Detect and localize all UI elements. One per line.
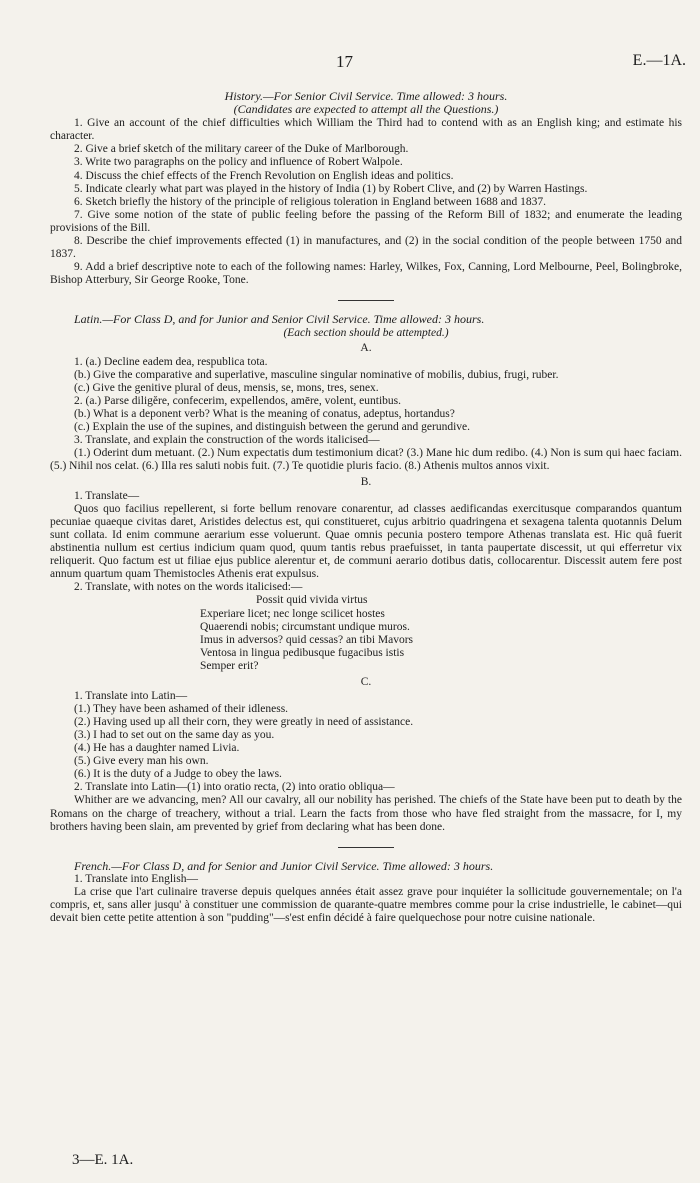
history-question: 8. Describe the chief improvements effected (1) in manufactures, and (2) in the social condition of the people between 1750 and 1837. [50,235,682,261]
latin-c-item: (2.) Having used up all their corn, they were greatly in need of assistance. [74,715,414,728]
section-b-label: B. [360,475,372,488]
latin-a-line: (b.) What is a deponent verb? What is the meaning of conatus, adeptus, hortandus? [74,408,455,421]
latin-c-intro: 1. Translate into Latin— [74,689,188,702]
latin-a-line: (b.) Give the comparative and superlative, masculine singular nominative of mobilis, dubius, frugi, ruber. [74,368,559,381]
section-a-label: A. [360,341,372,354]
latin-a-line: (c.) Give the genitive plural of deus, mensis, se, mons, tres, senex. [74,381,379,394]
page-header [0,52,700,76]
latin-a-line: 3. Translate, and explain the construction of the words italicised— [74,434,380,447]
section-divider [338,300,394,301]
history-question: 6. Sketch briefly the history of the principle of religious toleration in England between 1688 and 1837. [74,195,547,208]
latin-b-q2: 2. Translate, with notes on the words italicised:— [74,581,303,594]
latin-c-item: (6.) It is the duty of a Judge to obey the laws. [74,768,282,781]
verse-line: Semper erit? [200,660,259,673]
page-signature: 3—E. 1A. [72,1152,134,1168]
french-intro: 1. Translate into English— [74,872,198,885]
latin-a-line: 2. (a.) Parse diligĕre, confecerim, expellendos, amēre, volent, euntibus. [74,394,401,407]
latin-a-line: 1. (a.) Decline eadem dea, respublica tota. [74,355,268,368]
history-question: 4. Discuss the chief effects of the French Revolution on English ideas and politics. [74,169,454,182]
latin-c-item: (3.) I had to set out on the same day as you. [74,728,275,741]
latin-title: Latin.—For Class D, and for Junior and Senior Civil Service. Time allowed: 3 hours. [74,312,485,327]
exam-content [50,90,682,925]
latin-c-q2: 2. Translate into Latin—(1) into oratio recta, (2) into oratio obliqua— [74,781,395,794]
latin-a-line: (1.) Oderint dum metuant. (2.) Num expectatis dum testimonium dicat? (3.) Mane hic dum redibo. (4.) Non is sum qui haec faciam. (5.) Nihil nos celat. (6.) Illa res saluti nobis fuit. (7.) Te quotidie pluris facio. (8.) Athenis multos annos vixit. [50,447,682,473]
latin-c-item: (5.) Give every man his own. [74,755,209,768]
french-passage: La crise que l'art culinaire traverse depuis quelques années était assez grave pour inquiéter la sollicitude gouvernementale; on l'a compris, et, sans aller jusqu' à constituer une commission de quarante-quatre membres comme pour la crise industrielle, le cabinet—qui devait bien cette petite attention à son "pudding"—s'est enfin décidé à faire quelquechose pour notre cuisine nationale. [50,885,682,925]
page-number: 17 [336,52,353,71]
history-question: 7. Give some notion of the state of public feeling before the passing of the Reform Bill of 1832; and enumerate the leading provisions of the Bill. [50,208,682,234]
document-reference: E.—1A. [632,52,686,69]
latin-a-line: (c.) Explain the use of the supines, and distinguish between the gerund and gerundive. [74,421,471,434]
latin-b-passage: Quos quo facilius repellerent, si forte bellum renovare conarentur, ad classes aedificandas exercitusque comparandos quantum pecuniae quaeque civitas daret, Aristides delectus est, qui constitueret, cujus arbitrio quadringena et sexagena talenta quotannis Delum sunt collata. Id enim commune aerarium esse voluerunt. Quae omnis pecunia postero tempore Athenas translata est. Hic quâ fuerit abstinentia nullum est certius indicium quam quod, quum tantis rebus praefuisset, in tanta paupertate discessit, ut qui efferretur vix reliquerit. Quo factum est ut filiae ejus publice alerentur et, de communi aerario dotibus datis, collocarentur. Discessit autem fere post annum quartum quam Themistocles Athenis erat expulsus. [50,502,682,581]
latin-subtitle: (Each section should be attempted.) [283,326,449,339]
history-question: 9. Add a brief descriptive note to each of the following names: Harley, Wilkes, Fox, Canning, Lord Melbourne, Peel, Bolingbroke, Bishop Atterbury, Sir George Rooke, Tone. [50,261,682,287]
latin-c-passage: Whither are we advancing, men? All our cavalry, all our nobility has perished. The chiefs of the State have been put to death by the Romans on the charge of treachery, without a trial. Learn the facts from those who have fled straight from the massacre, for I, my brothers having been slain, am prevented by grief from declaring what has been done. [50,794,682,833]
verse-line: Imus in adversos? quid cessas? an tibi Mavors [200,633,414,646]
latin-c-item: (4.) He has a daughter named Livia. [74,742,240,755]
history-title: History.—For Senior Civil Service. Time allowed: 3 hours. [224,89,508,103]
french-title: French.—For Class D, and for Senior and Junior Civil Service. Time allowed: 3 hours. [74,858,494,873]
section-divider [338,847,394,848]
verse-line: Quaerendi nobis; circumstant undique muros. [200,620,410,633]
section-c-label: C. [360,675,372,688]
verse-line: Experiare licet; nec longe scilicet hostes [200,607,385,620]
history-question: 5. Indicate clearly what part was played in the history of India (1) by Robert Clive, and (2) by Warren Hastings. [74,182,588,195]
history-question: 3. Write two paragraphs on the policy and influence of Robert Walpole. [74,156,403,169]
history-question: 2. Give a brief sketch of the military career of the Duke of Marlborough. [74,143,409,156]
latin-verse [50,594,682,673]
latin-c-item: (1.) They have been ashamed of their idleness. [74,702,289,715]
history-question: 1. Give an account of the chief difficulties which William the Third had to contend with as an English king; and estimate his character. [50,117,682,143]
latin-b-intro: 1. Translate— [74,489,140,502]
history-subtitle: (Candidates are expected to attempt all the Questions.) [233,102,499,117]
verse-line: Ventosa in lingua pedibusque fugacibus istis [200,647,405,660]
verse-line: Possit quid vivida virtus [256,594,368,607]
